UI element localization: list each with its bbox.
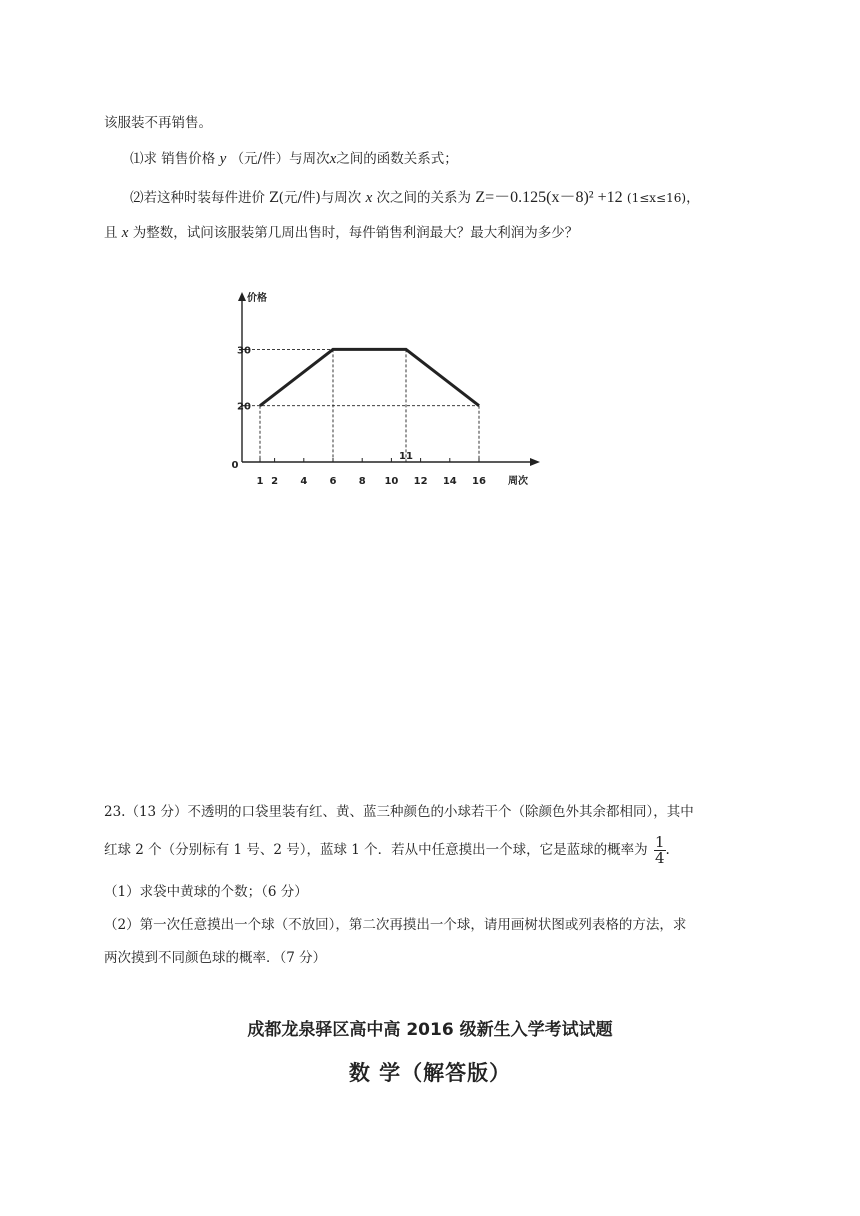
x-tick-label: 11 (399, 451, 413, 462)
y-axis-arrow (238, 292, 246, 301)
q23-line2-text: 红球 2 个（分别标有 1 号、2 号），蓝球 1 个．若从中任意摸出一个球，它是蓝球的概率为 (104, 842, 648, 858)
q23-line1: 23.（13 分）不透明的口袋里装有红、黄、蓝三种颜色的小球若干个（除颜色外其余都相同），其中 (104, 804, 694, 820)
price-line (260, 349, 479, 405)
x-tick-label: 8 (358, 476, 366, 487)
probability-fraction (654, 835, 666, 866)
q22-part3-text-a: 且 (104, 225, 118, 241)
x-axis-label: 周次 (508, 476, 528, 487)
domain: (1≤x≤16) (626, 191, 687, 205)
q22-part2-text-c: ， (686, 190, 700, 206)
q22-part2-text-b: 次之间的关系为 (376, 190, 472, 206)
exam-title: 成都龙泉驿区高中高 2016 级新生入学考试试题 (247, 1020, 613, 1040)
y-tick-label: 20 (237, 401, 251, 413)
y-axis-label: 价格 (247, 293, 267, 304)
fraction-numerator: 1 (654, 833, 665, 851)
y-tick-label: 30 (237, 345, 251, 357)
formula: Z=－0.125(x－8)² +12 (475, 189, 623, 206)
q22-part1-text-b: （元/件）与周次 (230, 151, 330, 167)
q23-line2 (104, 835, 670, 866)
q22-part2-text-a: ⑵若这种时装每件进价 Z(元/件)与周次 (130, 190, 362, 206)
q22-part2 (130, 184, 700, 207)
x-axis-arrow (530, 458, 540, 466)
var-y: y (219, 151, 227, 167)
q22-part1-text-a: ⑴求 销售价格 (130, 151, 216, 167)
exam-subtitle: 数 学（解答版） (348, 1061, 512, 1085)
q23-line2-end: . (665, 842, 670, 858)
x-tick-label: 4 (300, 476, 308, 487)
x-tick-label: 1 (256, 476, 264, 487)
q22-part1 (130, 147, 458, 168)
q22-part1-text-c: 之间的函数关系式； (336, 151, 458, 167)
fraction-denominator: 4 (654, 849, 665, 867)
price-chart (220, 280, 560, 510)
x-tick-label: 6 (329, 476, 337, 487)
q23-part1: （1）求袋中黄球的个数；（6 分） (104, 884, 308, 900)
q23-part2: （2）第一次任意摸出一个球（不放回），第二次再摸出一个球，请用画树状图或列表格的方法，求 (104, 917, 687, 933)
x-tick-label: 14 (442, 476, 457, 487)
q22-part3-text-b: 为整数，试问该服装第几周出售时，每件销售利润最大？最大利润为多少？ (132, 225, 579, 241)
x-tick-label: 12 (413, 476, 428, 487)
origin-label: 0 (231, 460, 239, 471)
x-tick-label: 2 (271, 476, 279, 487)
x-tick-label: 10 (384, 476, 399, 487)
var-x: x (121, 225, 129, 241)
var-x: x (329, 151, 337, 167)
x-tick-label: 16 (472, 476, 486, 487)
q22-carry-text: 该服装不再销售。 (104, 115, 212, 131)
q22-part2-cont (104, 221, 578, 242)
q23-part2-cont: 两次摸到不同颜色球的概率．（7 分） (104, 950, 327, 966)
var-x: x (365, 190, 373, 206)
